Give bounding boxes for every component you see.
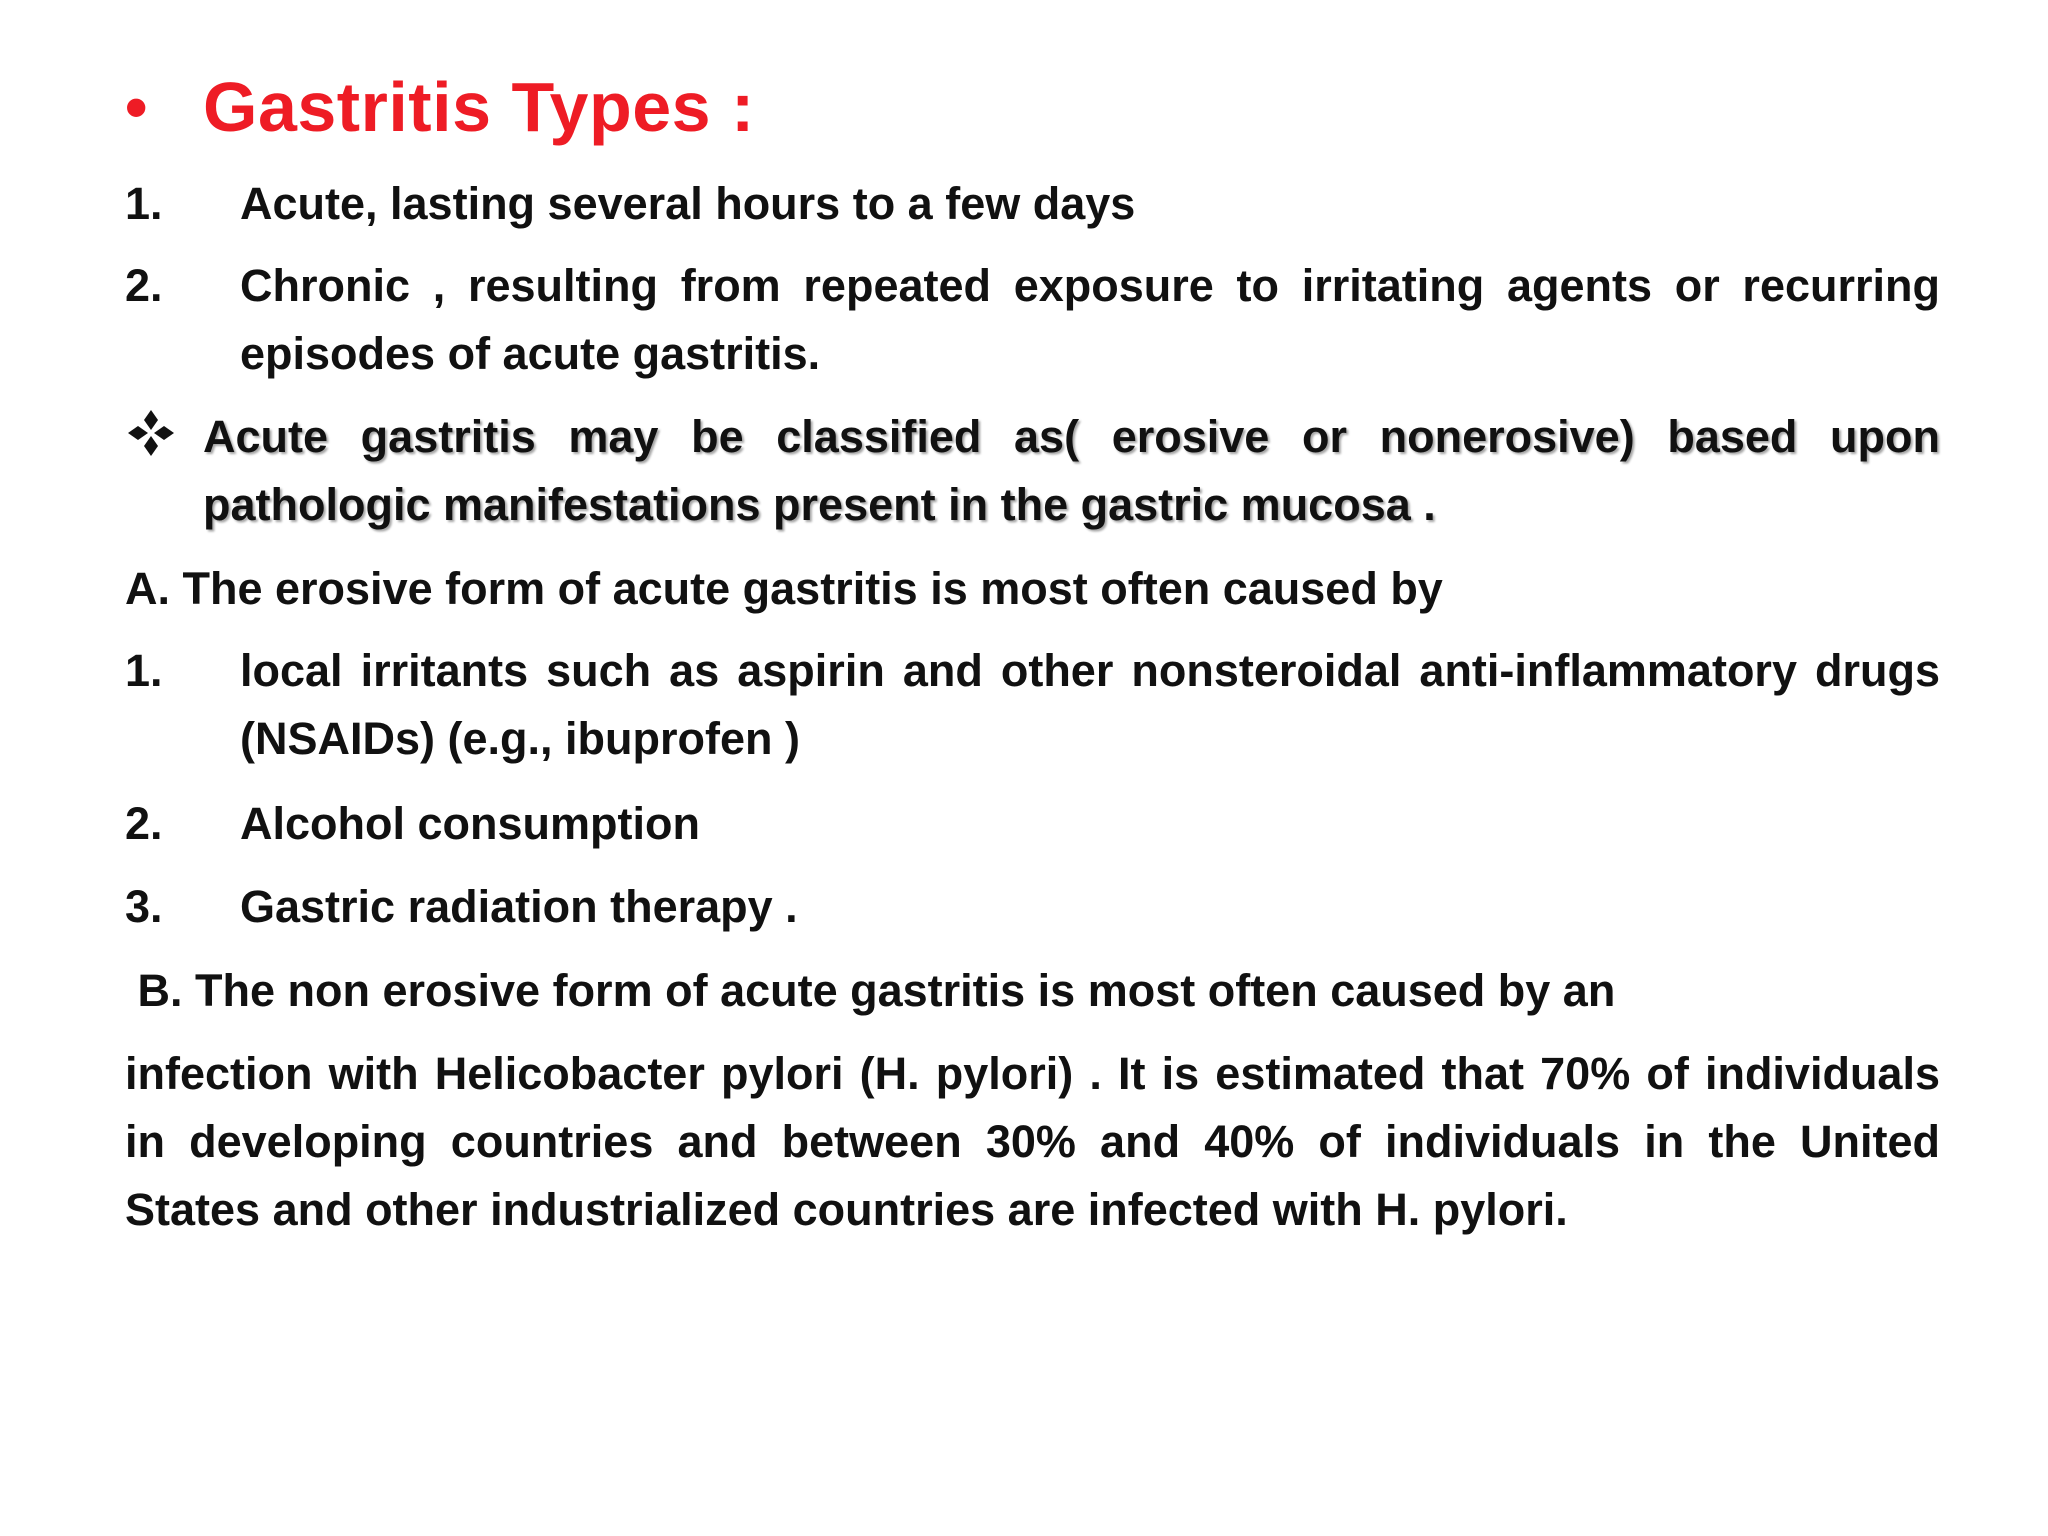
cause-number: 2. — [125, 798, 163, 849]
nonerosive-body: infection with Helicobacter pylori (H. pylori) . It is estimated that 70% of individuals in developing countries and between 30% and 40% of individuals in the United States and other industrialized countries are infected with H. pylori. — [125, 1048, 1940, 1235]
cause-radiation: Gastric radiation therapy . — [240, 881, 798, 932]
classification-text: Acute gastritis may be classified as( erosive or nonerosive) based upon pathologic manifestations present in the gastric mucosa . — [203, 411, 1940, 530]
type-number: 1. — [125, 178, 163, 229]
slide-title: Gastritis Types : — [203, 68, 755, 146]
nonerosive-heading: B. The non erosive form of acute gastritis is most often caused by an — [125, 965, 1616, 1016]
type-chronic: Chronic , resulting from repeated exposure to irritating agents or recurring episodes of acute gastritis. — [240, 260, 1940, 379]
type-number: 2. — [125, 260, 163, 311]
title-bullet: • — [125, 71, 148, 143]
cause-number: 3. — [125, 881, 163, 932]
type-acute: Acute, lasting several hours to a few days — [240, 178, 1136, 229]
cause-number: 1. — [125, 645, 163, 696]
erosive-heading: A. The erosive form of acute gastritis is most often caused by — [125, 563, 1443, 614]
diamond-bullet-icon — [125, 407, 177, 459]
cause-nsaids: local irritants such as aspirin and other nonsteroidal anti-inflammatory drugs (NSAIDs) (e.g., ibuprofen ) — [240, 645, 1940, 764]
cause-alcohol: Alcohol consumption — [240, 798, 700, 849]
